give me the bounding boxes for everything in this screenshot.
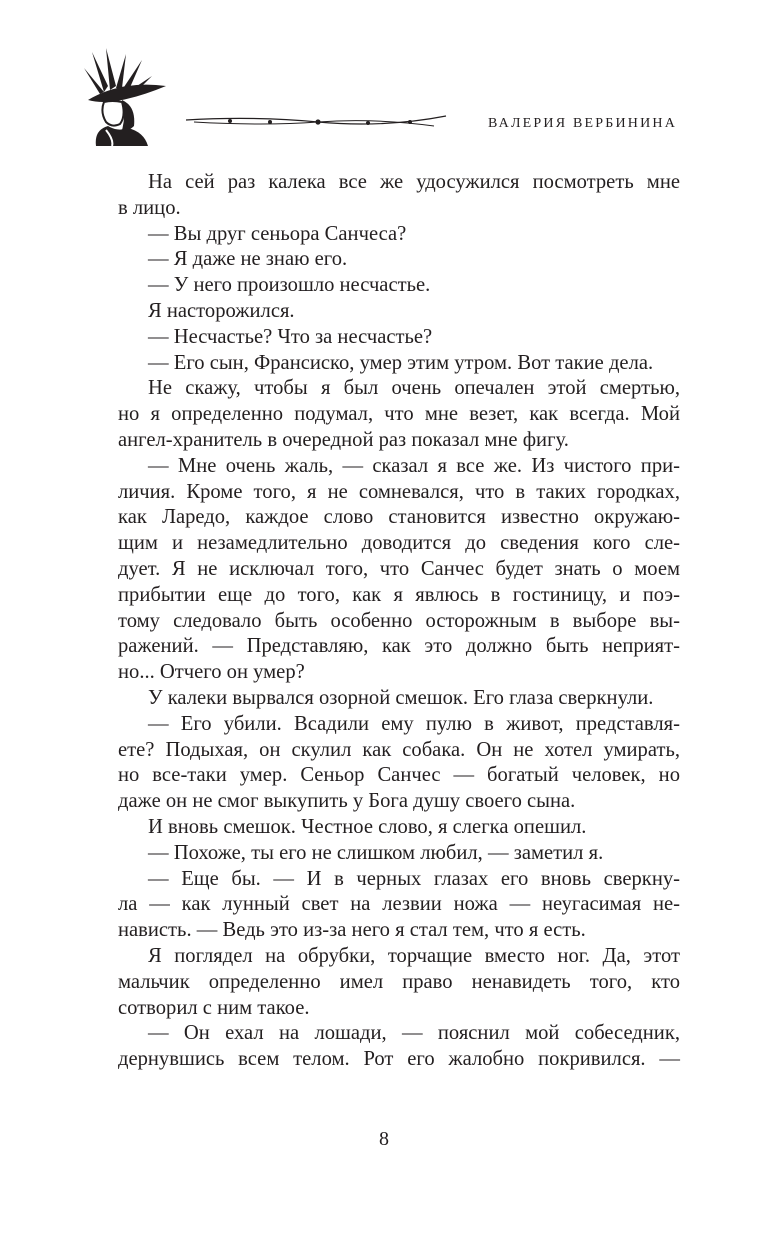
text-line: ражений. — Представляю, как это должно быть неприят- [118, 635, 680, 658]
text-line: — Похоже, ты его не слишком любил, — заметил я. [148, 841, 604, 864]
text-line: ангел-хранитель в очередной раз показал мне фигу. [118, 429, 569, 451]
text-line: — Несчастье? Что за несчастье? [148, 325, 433, 348]
text-line: — Его сын, Франсиско, умер этим утром. Вот такие дела. [148, 351, 654, 374]
text-line: нависть. — Ведь это из-за него я стал тем, что я есть. [118, 919, 586, 942]
text-line: — Еще бы. — И в черных глазах его вновь сверкну- [148, 867, 680, 890]
text-line: — Он ехал на лошади, — пояснил мой собеседник, [148, 1022, 680, 1045]
text-line: даже он не смог выкупить у Бога душу своего сына. [118, 790, 576, 813]
page-number: 8 [379, 1128, 389, 1150]
text-line: — Вы друг сеньора Санчеса? [148, 222, 407, 245]
text-line: щим и незамедлительно доводится до сведения кого сле- [118, 532, 680, 555]
text-line: мальчик определенно имел право ненавидеть того, кто [118, 970, 680, 993]
text-line: — Его убили. Всадили ему пулю в живот, представля- [148, 712, 680, 735]
running-header-author: ВАЛЕРИЯ ВЕРБИНИНА [488, 116, 678, 131]
text-line: ла — как лунный свет на лезвии ножа — неугасимая не- [118, 893, 680, 916]
text-line: в лицо. [118, 196, 181, 219]
text-line: но все-таки умер. Сеньор Санчес — богатый человек, но [118, 764, 680, 787]
text-line: Я поглядел на обрубки, торчащие вместо ног. Да, этот [148, 945, 680, 967]
text-line: дует. Я не исключал того, что Санчес будет знать о моем [118, 558, 680, 580]
text-line: — У него произошло несчастье. [148, 274, 431, 297]
text-line: сотворил с ним такое. [118, 996, 310, 1019]
text-line: На сей раз калека все же удосужился посмотреть мне [148, 171, 680, 193]
text-line: — Мне очень жаль, — сказал я все же. Из чистого при- [148, 454, 680, 477]
text-line: Я насторожился. [148, 300, 295, 322]
text-line: И вновь смешок. Честное слово, я слегка опешил. [148, 816, 587, 838]
text-line: ете? Подыхая, он скулил как собака. Он не хотел умирать, [118, 738, 680, 761]
text-line: дернувшись всем телом. Рот его жалобно покривился. — [118, 1048, 680, 1071]
woman-in-hat-icon [82, 46, 170, 146]
text-line: но я определенно подумал, что мне везет, как всегда. Мой [118, 403, 680, 426]
text-line: У калеки вырвался озорной смешок. Его глаза сверкнули. [148, 687, 654, 709]
text-line: как Ларедо, каждое слово становится известно окружаю- [118, 506, 680, 529]
running-header [0, 0, 768, 160]
text-line: — Я даже не знаю его. [148, 248, 348, 271]
ornamental-line-icon [184, 112, 452, 132]
text-line: тому следовало быть особенно осторожным в выборе вы- [118, 609, 680, 632]
text-line: прибытии еще до того, как я явлюсь в гостиницу, и поэ- [118, 583, 680, 606]
text-line: Не скажу, чтобы я был очень опечален этой смертью, [148, 377, 680, 400]
text-line: личия. Кроме того, я не сомневался, что в таких городках, [118, 480, 680, 503]
text-line: но... Отчего он умер? [118, 661, 305, 684]
